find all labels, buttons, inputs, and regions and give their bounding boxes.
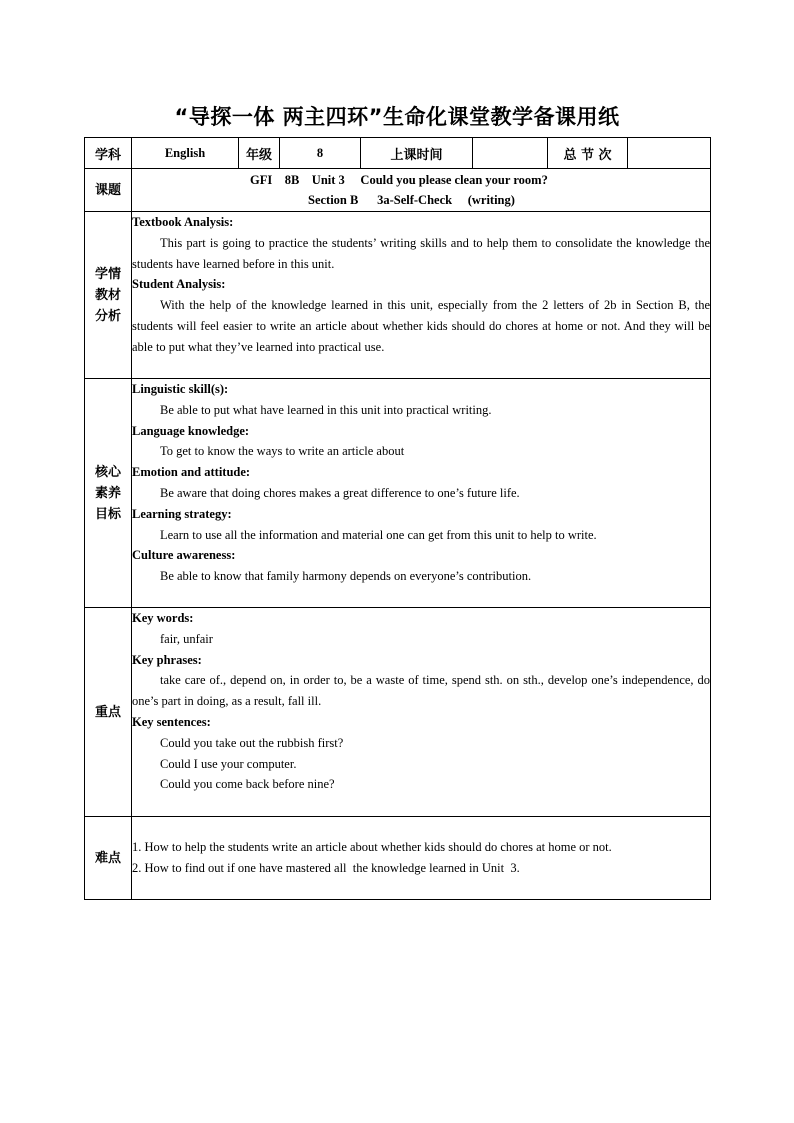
key-words-text: fair, unfair xyxy=(160,631,213,646)
subject-label: 学科 xyxy=(85,138,132,169)
key-sentences-heading: Key sentences: xyxy=(132,714,211,729)
topic-row xyxy=(85,169,711,212)
header-row xyxy=(85,138,711,169)
page-title: “导探一体 两主四环”生命化课堂教学备课用纸 xyxy=(174,105,620,129)
grade-label: 年级 xyxy=(239,138,280,169)
difficulties-cell xyxy=(132,817,711,900)
key-sentence: Could you come back before nine? xyxy=(160,777,335,792)
goal-heading: Emotion and attitude: xyxy=(132,465,251,480)
key-sentence: Could you take out the rubbish first? xyxy=(160,735,344,750)
key-points-row xyxy=(85,608,711,817)
subject-value: English xyxy=(132,138,239,169)
topic-line-1: GFI 8B Unit 3 Could you please clean your room? xyxy=(250,173,548,187)
difficulties-label: 难点 xyxy=(85,817,132,900)
goals-cell xyxy=(132,379,711,608)
key-phrases-heading: Key phrases: xyxy=(132,652,202,667)
key-words-heading: Key words: xyxy=(132,611,194,625)
class-time-label: 上课时间 xyxy=(361,138,473,169)
goal-heading: Linguistic skill(s): xyxy=(132,382,229,396)
grade-value: 8 xyxy=(280,138,361,169)
analysis-label: 学情 教材 分析 xyxy=(85,212,132,379)
topic-cell xyxy=(132,169,711,212)
analysis-cell xyxy=(132,212,711,379)
goal-heading: Language knowledge: xyxy=(132,423,250,438)
difficulty-item: 1. How to help the students write an article about whether kids should do chores at home or not. xyxy=(132,840,612,855)
key-points-cell xyxy=(132,608,711,817)
goals-row xyxy=(85,379,711,608)
student-analysis-text: With the help of the knowledge learned in this unit, especially from the 2 letters of 2b in Section B, the students will feel easier to write an article about whether kids should do chores at home or not. And they will be able to put what they’ve learned into practical use. xyxy=(132,298,710,354)
class-time-value xyxy=(473,138,548,169)
total-periods-label: 总 节 次 xyxy=(548,138,628,169)
goals-label: 核心 素养 目标 xyxy=(85,379,132,608)
goal-text: To get to know the ways to write an article about xyxy=(160,444,405,459)
difficulty-item: 2. How to find out if one have mastered all the knowledge learned in Unit 3. xyxy=(132,861,520,875)
difficulties-row xyxy=(85,817,711,900)
analysis-row xyxy=(85,212,711,379)
textbook-analysis-text: This part is going to practice the students’ writing skills and to help them to consolidate the knowledge the students have learned before in this unit. xyxy=(132,235,710,271)
key-sentence: Could I use your computer. xyxy=(160,756,297,771)
student-analysis-heading: Student Analysis: xyxy=(132,277,226,292)
goal-text: Learn to use all the information and material one can get from this unit to help to write. xyxy=(160,527,597,542)
topic-label: 课题 xyxy=(85,169,132,212)
goal-heading: Culture awareness: xyxy=(132,548,236,563)
goal-text: Be able to put what have learned in this unit into practical writing. xyxy=(160,402,492,417)
goal-text: Be able to know that family harmony depends on everyone’s contribution. xyxy=(160,569,532,584)
total-periods-value xyxy=(628,138,711,169)
topic-line-2: Section B 3a-Self-Check (writing) xyxy=(308,193,515,207)
key-phrases-text: take care of., depend on, in order to, be a waste of time, spend sth. on sth., develop one’s independence, do one’s part in doing, as a result, fall ill. xyxy=(132,673,710,709)
key-points-label: 重点 xyxy=(85,608,132,817)
lesson-plan-table xyxy=(84,137,711,900)
goal-text: Be aware that doing chores makes a great difference to one’s future life. xyxy=(160,485,520,500)
goal-heading: Learning strategy: xyxy=(132,506,232,521)
textbook-analysis-heading: Textbook Analysis: xyxy=(132,215,234,229)
